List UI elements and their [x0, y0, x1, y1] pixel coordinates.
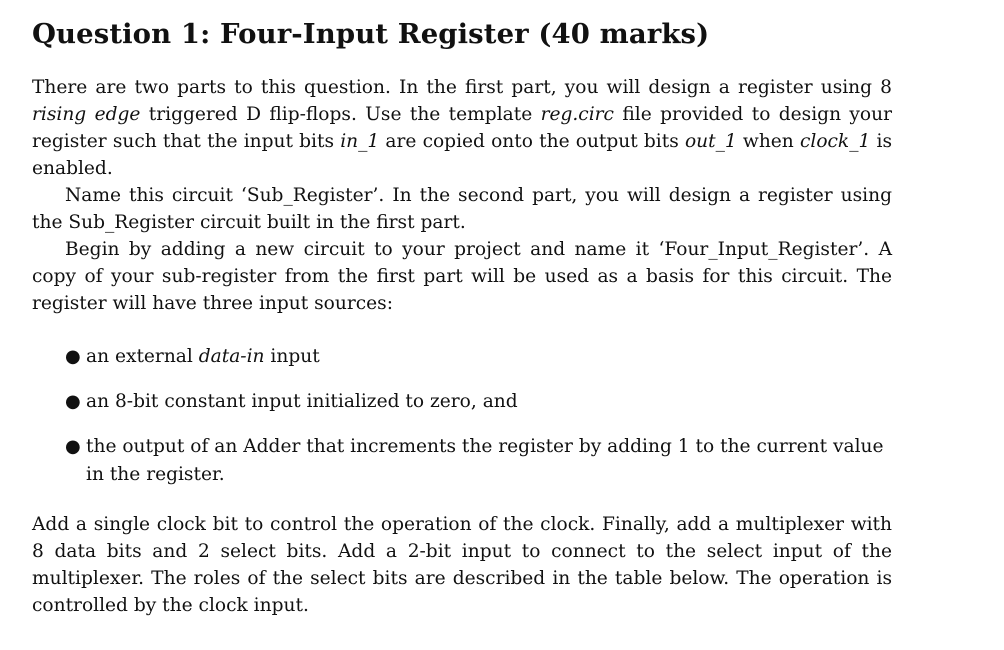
intro-emphasis-out-bits: out_1 — [684, 131, 737, 152]
intro-text-6: is enabled. — [32, 131, 892, 179]
question-title: Question 1: Four-Input Register (40 marks) — [32, 18, 710, 50]
input-sources-list — [32, 343, 892, 489]
bullet-1-emphasis: data-in — [198, 346, 265, 367]
intro-emphasis-rising-edge: rising edge — [32, 104, 141, 125]
bullet-icon: ● — [65, 346, 81, 367]
bullet-1-text-a: an external — [86, 346, 199, 367]
intro-emphasis-clock: clock_1 — [799, 131, 871, 152]
clock-multiplexer-paragraph: Add a single clock bit to control the operation of the clock. Finally, add a multiplexer with 8 data bits and 2 select bits. Add a 2-bit input to connect to the select input of the multiplexer. The roles of the select bits are described in the table below. The operation is controlled by the clock input. — [32, 514, 892, 616]
document-page — [32, 14, 892, 619]
bullet-1-text-b: input — [264, 346, 320, 367]
list-item — [32, 433, 892, 489]
intro-text-4: are copied onto the output bits — [379, 131, 685, 152]
intro-emphasis-filename: reg.circ — [540, 104, 614, 125]
intro-text-5: when — [736, 131, 800, 152]
bullet-icon: ● — [65, 391, 81, 412]
list-item — [32, 388, 892, 416]
sub-register-paragraph: Name this circuit ‘Sub_Register’. In the second part, you will design a register using the Sub_Register circuit built in the first part. — [32, 185, 892, 233]
bullet-3-text: the output of an Adder that increments the register by adding 1 to the current value in the register. — [86, 436, 884, 485]
list-item — [32, 343, 892, 371]
bullet-icon: ● — [65, 436, 81, 457]
bullet-2-text: an 8-bit constant input initialized to zero, and — [86, 391, 518, 412]
intro-emphasis-in-bits: in_1 — [340, 131, 380, 152]
intro-text-3: file provided to design your register such that the input bits — [32, 104, 892, 152]
intro-text-2: triggered D flip-flops. Use the template — [140, 104, 541, 125]
intro-paragraph — [32, 74, 892, 182]
intro-text-1: There are two parts to this question. In the first part, you will design a register using 8 — [32, 77, 892, 98]
four-input-register-paragraph: Begin by adding a new circuit to your project and name it ‘Four_Input_Register’. A copy of your sub-register from the first part will be used as a basis for this circuit. The register will have three input sources: — [32, 239, 892, 314]
